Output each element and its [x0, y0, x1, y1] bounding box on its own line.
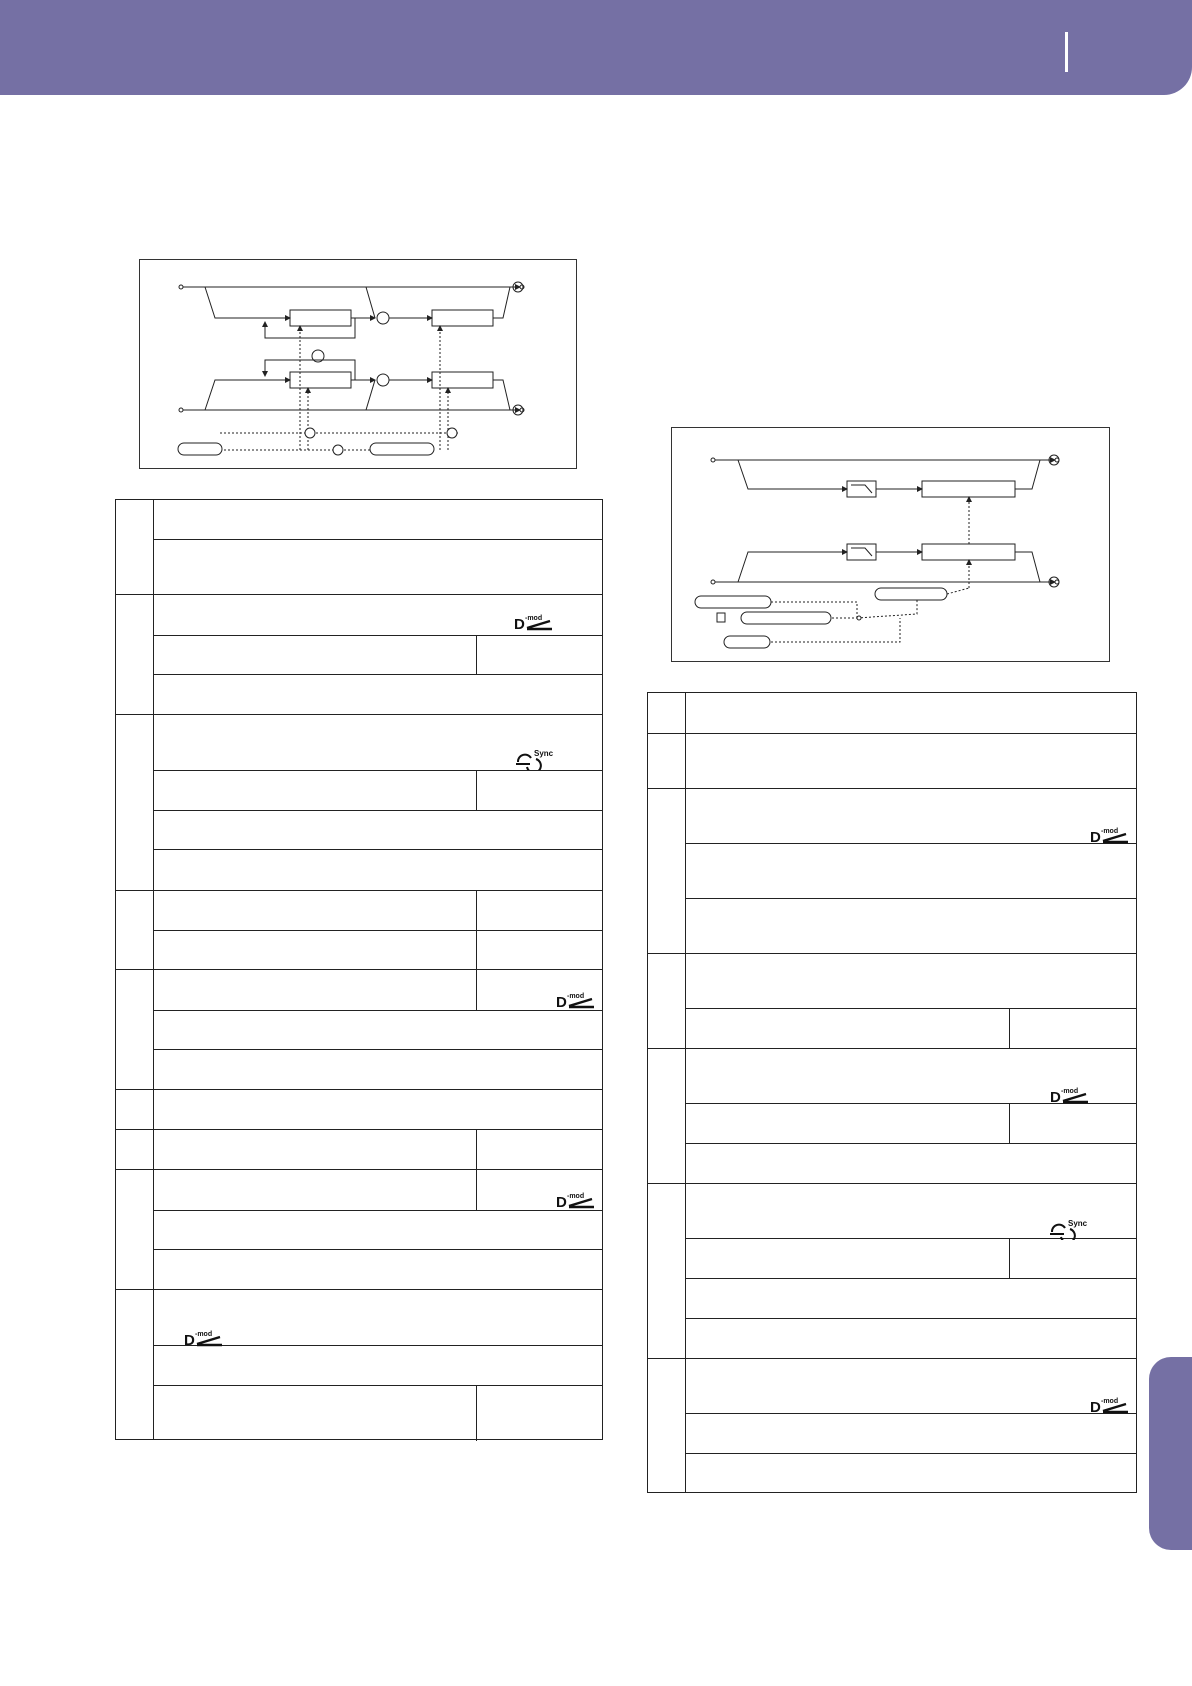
param-number-column — [685, 693, 686, 1492]
header-divider-mark — [1065, 32, 1068, 72]
svg-text:-mod: -mod — [1061, 1088, 1079, 1095]
svg-text:-mod: -mod — [1101, 828, 1119, 835]
d-mod-icon — [1090, 1395, 1134, 1415]
d-mod-icon — [514, 612, 558, 632]
svg-text:Sync: Sync — [1068, 1219, 1088, 1228]
d-mod-icon — [1090, 825, 1134, 845]
svg-text:D: D — [514, 616, 525, 632]
svg-text:-mod: -mod — [567, 993, 585, 1000]
svg-text:Sync: Sync — [534, 749, 554, 758]
signal-flow-diagram-right — [672, 428, 1111, 663]
section-side-tab[interactable] — [1149, 1357, 1192, 1550]
svg-text:D: D — [184, 1332, 195, 1348]
d-mod-icon — [556, 1190, 600, 1210]
parameter-table-right — [647, 692, 1137, 1493]
d-mod-icon — [556, 990, 600, 1010]
svg-text:-mod: -mod — [1101, 1398, 1119, 1405]
svg-text:-mod: -mod — [567, 1193, 585, 1200]
page-header-band — [0, 0, 1192, 95]
svg-text:-mod: -mod — [525, 615, 543, 622]
d-mod-icon — [184, 1328, 228, 1348]
svg-text:-mod: -mod — [195, 1331, 213, 1338]
svg-text:D: D — [1090, 1399, 1101, 1415]
svg-text:D: D — [556, 994, 567, 1010]
signal-flow-diagram-left — [140, 260, 578, 470]
tempo-sync-icon — [514, 748, 554, 770]
effect-block-diagram-left — [139, 259, 577, 469]
svg-text:D: D — [1050, 1089, 1061, 1105]
svg-text:D: D — [1090, 829, 1101, 845]
tempo-sync-icon — [1048, 1218, 1088, 1240]
d-mod-icon — [1050, 1085, 1094, 1105]
svg-text:D: D — [556, 1194, 567, 1210]
parameter-table-left — [115, 499, 603, 1440]
effect-block-diagram-right — [671, 427, 1110, 662]
